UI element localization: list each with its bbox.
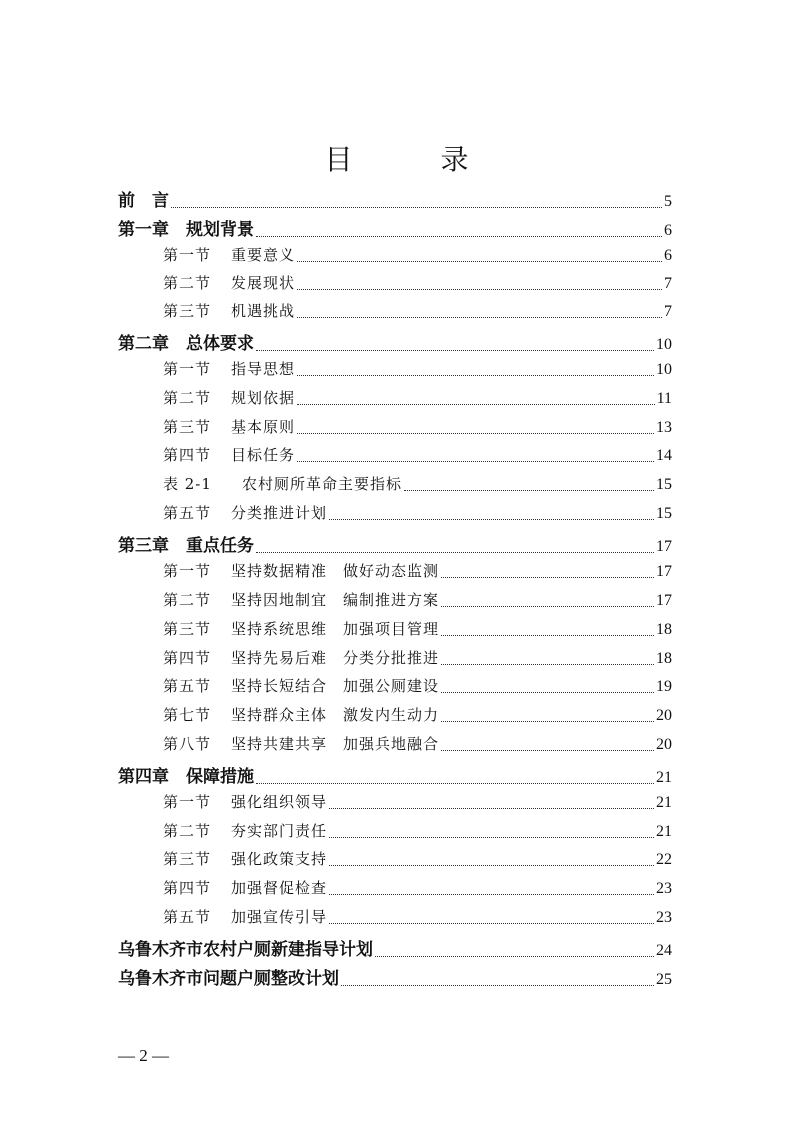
toc-section-entry[interactable]: [163, 358, 672, 379]
toc-section-number: 第五节: [163, 677, 212, 695]
toc-leader-dots: [329, 893, 654, 895]
toc-entry-preface[interactable]: [118, 186, 672, 211]
toc-section-title: 坚持群众主体 激发内生动力: [231, 706, 440, 724]
toc-leader-dots: [256, 782, 654, 784]
toc-entry-label: 第一章 规划背景: [118, 220, 254, 240]
toc-leader-dots: [256, 551, 654, 553]
toc-section-entry[interactable]: [163, 647, 672, 668]
toc-leader-dots: [441, 634, 654, 636]
toc-section-number: 第三节: [163, 620, 212, 638]
toc-entry-plan-new-toilets[interactable]: [118, 935, 672, 960]
toc-leader-dots: [297, 374, 654, 376]
toc-leader-dots: [329, 836, 654, 838]
toc-page-number: 18: [656, 650, 672, 667]
toc-section-number: 第四节: [163, 446, 212, 464]
toc-page-number: 15: [656, 476, 672, 493]
toc-entry-label: 第二章 总体要求: [118, 334, 254, 354]
toc-section-entry[interactable]: [163, 560, 672, 581]
toc-section-title: 夯实部门责任: [231, 822, 328, 840]
toc-leader-dots: [441, 605, 654, 607]
toc-leader-dots: [329, 864, 654, 866]
toc-leader-dots: [329, 807, 654, 809]
toc-table-title: 农村厕所革命主要指标: [241, 475, 402, 493]
toc-page-number: 20: [656, 736, 672, 753]
toc-section-title: 坚持先易后难 分类分批推进: [231, 649, 440, 667]
toc-entry-chapter4[interactable]: [118, 762, 672, 787]
toc-section-entry[interactable]: [163, 502, 672, 523]
toc-section-entry[interactable]: [163, 300, 672, 321]
toc-section-entry[interactable]: [163, 444, 672, 465]
toc-section-number: 第七节: [163, 706, 212, 724]
toc-section-number: 第三节: [163, 302, 212, 320]
toc-leader-dots: [297, 460, 654, 462]
toc-section-title: 指导思想: [231, 360, 296, 378]
toc-page-number: 21: [656, 769, 672, 786]
toc-section-title: 加强宣传引导: [231, 908, 328, 926]
toc-entry-plan-rectification[interactable]: [118, 964, 672, 989]
toc-section-title: 强化政策支持: [231, 850, 328, 868]
toc-page-number: 25: [656, 971, 672, 988]
toc-leader-dots: [441, 749, 654, 751]
toc-section-title: 分类推进计划: [231, 504, 328, 522]
toc-section-title: 机遇挑战: [231, 302, 296, 320]
toc-section-number: 第二节: [163, 591, 212, 609]
toc-section-entry[interactable]: [163, 906, 672, 927]
toc-page-number: 11: [656, 390, 672, 407]
toc-leader-dots: [171, 206, 662, 208]
toc-leader-dots: [441, 576, 654, 578]
toc-table-number: 表 2-1: [163, 475, 212, 493]
toc-section-number: 第二节: [163, 274, 212, 292]
toc-section-entry[interactable]: [163, 675, 672, 696]
toc-entry-label: 第三章 重点任务: [118, 536, 254, 556]
toc-leader-dots: [297, 260, 662, 262]
toc-section-number: 第五节: [163, 908, 212, 926]
toc-page-number: 19: [656, 678, 672, 695]
toc-leader-dots: [297, 403, 655, 405]
toc-entry-label: 第四章 保障措施: [118, 767, 254, 787]
toc-page-number: 18: [656, 621, 672, 638]
toc-section-number: 第三节: [163, 418, 212, 436]
toc-section-number: 第五节: [163, 504, 212, 522]
toc-section-number: 第二节: [163, 389, 212, 407]
toc-page-number: 5: [664, 193, 672, 210]
toc-entry-chapter2[interactable]: [118, 329, 672, 354]
page-number-footer: — 2 —: [118, 1046, 169, 1065]
toc-page-number: 17: [656, 592, 672, 609]
toc-title: 目 录: [324, 143, 499, 176]
toc-page-number: 10: [656, 361, 672, 378]
toc-page-number: 13: [656, 419, 672, 436]
toc-page-number: 17: [656, 538, 672, 555]
toc-leader-dots: [341, 984, 654, 986]
toc-section-title: 坚持系统思维 加强项目管理: [231, 620, 440, 638]
toc-leader-dots: [297, 288, 662, 290]
toc-page-number: 17: [656, 563, 672, 580]
toc-section-entry[interactable]: [163, 244, 672, 265]
toc-section-title: 规划依据: [231, 389, 296, 407]
toc-section-entry[interactable]: [163, 704, 672, 725]
toc-leader-dots: [329, 922, 654, 924]
toc-section-title: 坚持共建共享 加强兵地融合: [231, 735, 440, 753]
toc-leader-dots: [441, 720, 654, 722]
toc-section-number: 第一节: [163, 793, 212, 811]
toc-page-number: 23: [656, 880, 672, 897]
toc-entry-chapter3[interactable]: [118, 531, 672, 556]
toc-page-number: 22: [656, 851, 672, 868]
toc-section-title: 基本原则: [231, 418, 296, 436]
toc-page-number: 10: [656, 336, 672, 353]
toc-section-entry[interactable]: [163, 387, 672, 408]
toc-page-number: 6: [664, 222, 672, 239]
toc-section-title: 坚持因地制宜 编制推进方案: [231, 591, 440, 609]
toc-entry-label: 乌鲁木齐市问题户厕整改计划: [118, 969, 339, 989]
toc-leader-dots: [329, 518, 654, 520]
toc-entry-label: 前 言: [118, 191, 169, 211]
toc-section-title: 重要意义: [231, 246, 296, 264]
toc-section-number: 第一节: [163, 562, 212, 580]
toc-leader-dots: [256, 235, 662, 237]
toc-table-entry[interactable]: [163, 473, 672, 494]
toc-section-title: 强化组织领导: [231, 793, 328, 811]
toc-page-number: 7: [664, 303, 672, 320]
toc-section-entry[interactable]: [163, 848, 672, 869]
toc-section-title: 坚持数据精准 做好动态监测: [231, 562, 440, 580]
toc-section-number: 第一节: [163, 246, 212, 264]
toc-leader-dots: [375, 955, 654, 957]
toc-page-number: 15: [656, 505, 672, 522]
toc-page-number: 6: [664, 247, 672, 264]
toc-section-title: 目标任务: [231, 446, 296, 464]
toc-page-number: 23: [656, 909, 672, 926]
toc-section-title: 发展现状: [231, 274, 296, 292]
toc-section-entry[interactable]: [163, 733, 672, 754]
toc-section-entry[interactable]: [163, 820, 672, 841]
toc-section-number: 第一节: [163, 360, 212, 378]
toc-leader-dots: [297, 316, 662, 318]
toc-section-title: 加强督促检查: [231, 879, 328, 897]
toc-leader-dots: [441, 691, 654, 693]
toc-section-entry[interactable]: [163, 416, 672, 437]
toc-section-entry[interactable]: [163, 877, 672, 898]
toc-page-number: 21: [656, 794, 672, 811]
toc-page-number: 20: [656, 707, 672, 724]
toc-leader-dots: [441, 663, 654, 665]
toc-section-entry[interactable]: [163, 618, 672, 639]
toc-leader-dots: [297, 432, 654, 434]
toc-section-number: 第四节: [163, 649, 212, 667]
toc-entry-label: 乌鲁木齐市农村户厕新建指导计划: [118, 940, 373, 960]
toc-section-title: 坚持长短结合 加强公厕建设: [231, 677, 440, 695]
toc-page-number: 24: [656, 942, 672, 959]
toc-entry-chapter1[interactable]: [118, 215, 672, 240]
toc-section-entry[interactable]: [163, 272, 672, 293]
toc-page-number: 14: [656, 447, 672, 464]
toc-section-number: 第二节: [163, 822, 212, 840]
toc-leader-dots: [404, 489, 654, 491]
toc-page-number: 21: [656, 823, 672, 840]
toc-section-number: 第三节: [163, 850, 212, 868]
toc-section-number: 第八节: [163, 735, 212, 753]
toc-section-number: 第四节: [163, 879, 212, 897]
toc-section-entry[interactable]: [163, 589, 672, 610]
toc-page-number: 7: [664, 275, 672, 292]
toc-section-entry[interactable]: [163, 791, 672, 812]
toc-leader-dots: [256, 349, 654, 351]
